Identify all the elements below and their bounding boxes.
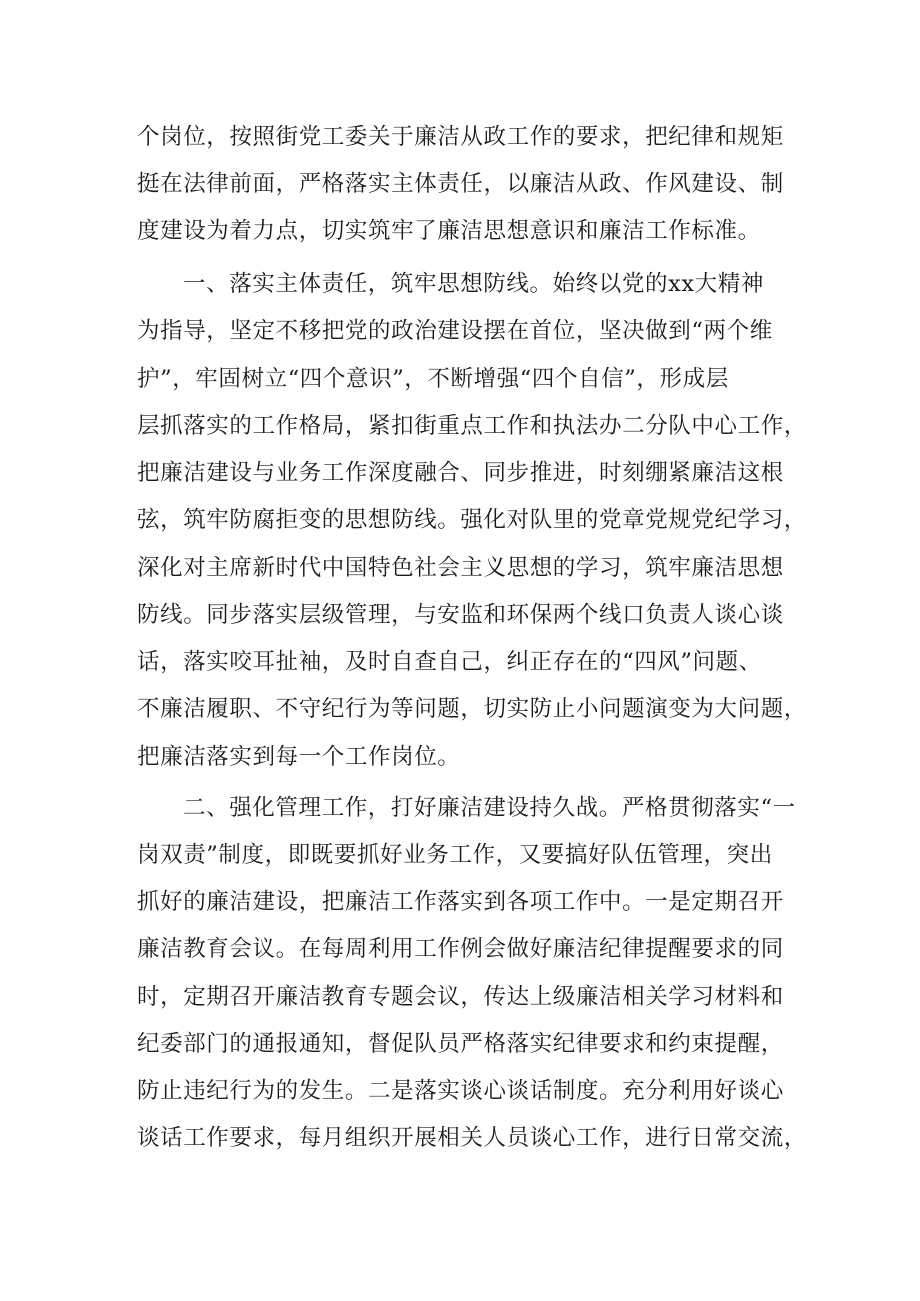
paragraph-1-first-line: 一、落实主体责任，筑牢思想防线。始终以党的xx大精神	[183, 271, 764, 297]
text-line: 为指导，坚定不移把党的政治建设摆在首位，坚决做到“两个维	[137, 318, 773, 344]
text-line: 不廉洁履职、不守纪行为等问题，切实防止小问题演变为大问题，	[137, 696, 807, 722]
text-line: 纪委部门的通报通知，督促队员严格落实纪律要求和约束提醒，	[137, 1031, 784, 1057]
text-line: 谈话工作要求，每月组织开展相关人员谈心工作，进行日常交流，	[137, 1125, 807, 1151]
text-line: 廉洁教育会议。在每周利用工作例会做好廉洁纪律提醒要求的同	[137, 936, 784, 962]
text-line: 护”，牢固树立“四个意识”，不断增强“四个自信”，形成层	[137, 366, 729, 392]
text-line: 层抓落实的工作格局，紧扣街重点工作和执法办二分队中心工作，	[137, 413, 807, 439]
text-line: 度建设为着力点，切实筑牢了廉洁思想意识和廉洁工作标准。	[137, 218, 761, 244]
paragraph-2-first-line: 二、强化管理工作，打好廉洁建设持久战。严格贯彻落实“一	[183, 795, 796, 821]
text-line: 抓好的廉洁建设，把廉洁工作落实到各项工作中。一是定期召开	[137, 889, 784, 915]
text-line: 防线。同步落实层级管理，与安监和环保两个线口负责人谈心谈	[137, 602, 784, 628]
text-line: 时，定期召开廉洁教育专题会议，传达上级廉洁相关学习材料和	[137, 984, 784, 1010]
text-line: 把廉洁建设与业务工作深度融合、同步推进，时刻绷紧廉洁这根	[137, 460, 784, 486]
text-line: 个岗位，按照街党工委关于廉洁从政工作的要求，把纪律和规矩	[137, 124, 784, 150]
text-line: 话，落实咬耳扯袖，及时自查自己，纠正存在的“四风”问题、	[137, 649, 762, 675]
text-line: 弦，筑牢防腐拒变的思想防线。强化对队里的党章党规党纪学习，	[137, 507, 807, 533]
text-line: 把廉洁落实到每一个工作岗位。	[137, 744, 461, 770]
text-line: 岗双责”制度，即既要抓好业务工作，又要搞好队伍管理，突出	[137, 842, 773, 868]
text-line: 防止违纪行为的发生。二是落实谈心谈话制度。充分利用好谈心	[137, 1078, 784, 1104]
text-line: 挺在法律前面，严格落实主体责任，以廉洁从政、作风建设、制	[137, 171, 784, 197]
text-line: 深化对主席新时代中国特色社会主义思想的学习，筑牢廉洁思想	[137, 555, 784, 581]
